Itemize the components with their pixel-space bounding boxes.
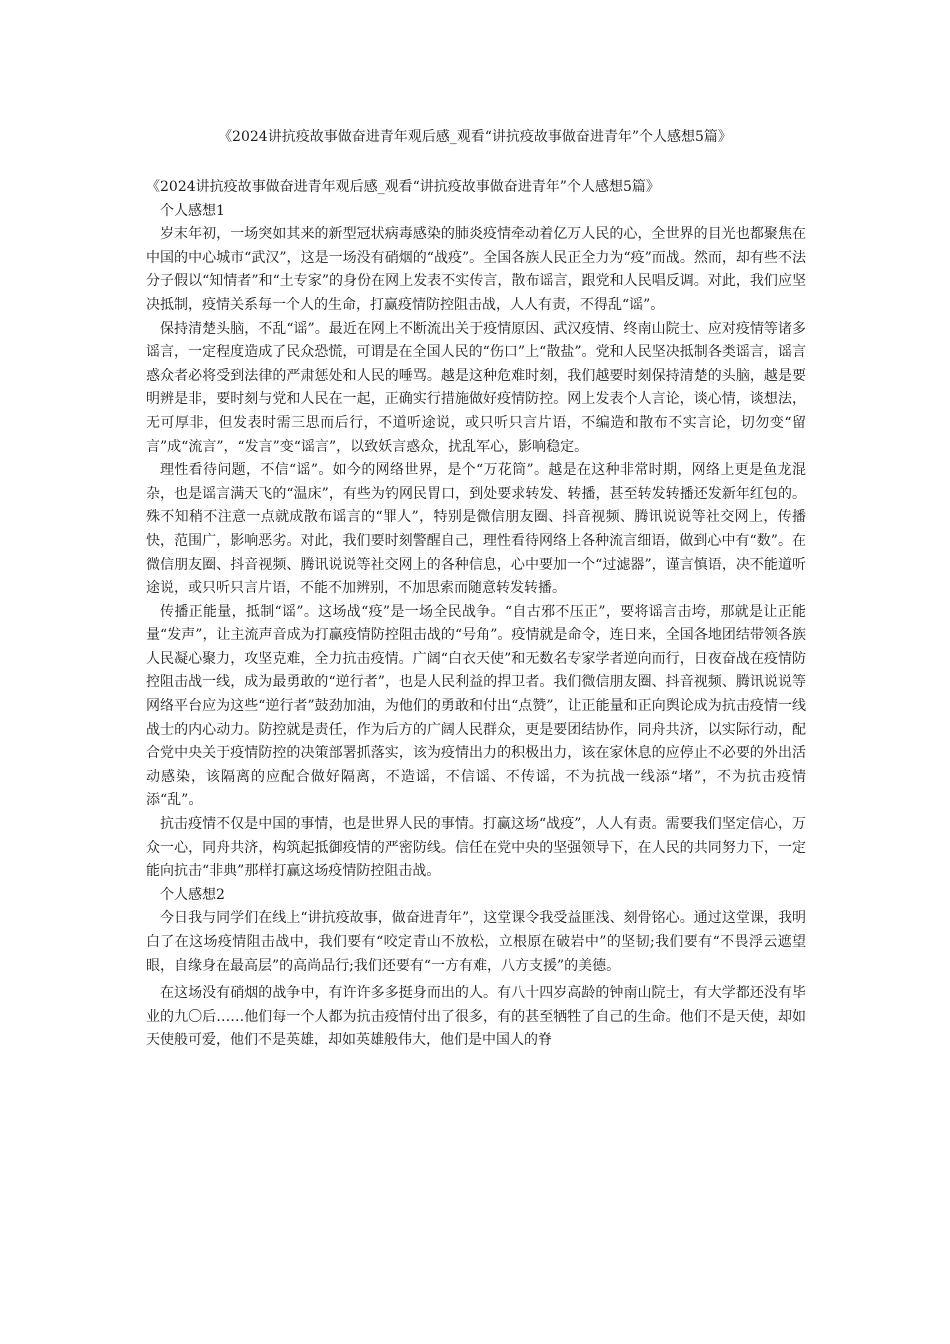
paragraph: 今日我与同学们在线上“讲抗疫故事，做奋进青年”，这堂课令我受益匪浅、刻骨铭心。通过这堂课，我明白了在这场疫情阻击战中，我们要有“咬定青山不放松，立根原在破岩中”的坚韧;我们要有“不畏浮云遮望眼，自缘身在最高层”的高尚品行;我们还要有“一方有难，八方支援”的美德。 [146, 910, 806, 974]
paragraph: 在这场没有硝烟的战争中，有许许多多挺身而出的人。有八十四岁高龄的钟南山院士，有大学都还没有毕业的九〇后……他们每一个人都为抗击疫情付出了很多，有的甚至牺牲了自己的生命。他们不是天使，却如天使般可爱，他们不是英雄，却如英雄般伟大，他们是中国人的脊 [146, 985, 806, 1049]
paragraph: 岁末年初，一场突如其来的新型冠状病毒感染的肺炎疫情牵动着亿万人民的心，全世界的目光也都聚焦在中国的中心城市“武汉”，这是一场没有硝烟的“战疫”。全国各族人民正全力为“疫”而战。然而，却有些不法分子假以“知情者”和“土专家”的身份在网上发表不实传言，散布谣言，跟党和人民唱反调。对此，我们应坚决抵制，疫情关系每一个人的生命，打赢疫情防控阻击战，人人有责，不得乱“谣”。 [146, 226, 806, 313]
body-title: 《2024讲抗疫故事做奋进青年观后感_观看“讲抗疫故事做奋进青年”个人感想5篇》 [146, 179, 660, 195]
section-heading: 个人感想1 [160, 202, 225, 219]
section-heading: 个人感想2 [160, 886, 225, 903]
document-title: 《2024讲抗疫故事做奋进青年观后感_观看“讲抗疫故事做奋进青年”个人感想5篇》 [218, 129, 732, 145]
paragraph: 传播正能量，抵制“谣”。这场战“疫”是一场全民战争。“自古邪不压正”，要将谣言击垮，那就是让正能量“发声”，让主流声音成为打赢疫情防控阻击战的“号角”。疫情就是命令，连日来，全国各地团结带领各族人民凝心聚力，攻坚克难，全力抗击疫情。广阔“白衣天使”和无数名专家学者逆向而行，日夜奋战在疫情防控阻击战一线，成为最勇敢的“逆行者”，也是人民利益的捍卫者。我们微信朋友圈、抖音视频、腾讯说说等网络平台应为这些“逆行者”鼓劲加油，为他们的勇敢和付出“点赞”，让正能量和正向舆论成为抗击疫情一线战士的内心动力。防控就是责任，作为后方的广阔人民群众，更是要团结协作，同舟共济，以实际行动，配合党中央关于疫情防控的决策部署抓落实，该为疫情出力的积极出力，该在家休息的应停止不必要的外出活动感染，该隔离的应配合做好隔离，不造谣，不信谣、不传谣，不为抗战一线添“堵”，不为抗击疫情添“乱”。 [146, 603, 806, 809]
paragraph: 保持清楚头脑，不乱“谣”。最近在网上不断流出关于疫情原因、武汉疫情、终南山院士、应对疫情等诸多谣言，一定程度造成了民众恐慌，可谓是在全国人民的“伤口”上“散盐”。党和人民坚决抵制各类谣言，谣言惑众者必将受到法律的严肃惩处和人民的唾骂。越是这种危难时刻，我们越要时刻保持清楚的头脑，越是要明辨是非，要时刻与党和人民在一起，正确实行措施做好疫情防控。网上发表个人言论，谈心情，谈想法，无可厚非，但发表时需三思而后行，不道听途说，或只听只言片语，不编造和散布不实言论，切勿变“留言”成“流言”，“发言”变“谣言”，以致妖言惑众，扰乱军心，影响稳定。 [146, 320, 806, 455]
paragraph: 理性看待问题，不信“谣”。如今的网络世界，是个“万花筒”。越是在这种非常时期，网络上更是鱼龙混杂，也是谣言满天飞的“温床”，有些为钓网民胃口，到处要求转发、转播，甚至转发转播还发新年红包的。殊不知稍不注意一点就成散布谣言的“罪人”，特别是微信朋友圈、抖音视频、腾讯说说等社交网上，传播快，范围广，影响恶劣。对此，我们要时刻警醒自己，理性看待网络上各种流言细语，做到心中有“数”。在微信朋友圈、抖音视频、腾讯说说等社交网上的各种信息，心中要加一个“过滤器”，谨言慎语，决不能道听途说，或只听只言片语，不能不加辨别，不加思索而随意转发转播。 [146, 462, 806, 597]
paragraph: 抗击疫情不仅是中国的事情，也是世界人民的事情。打赢这场“战疫”，人人有责。需要我们坚定信心，万众一心，同舟共济，构筑起抵御疫情的严密防线。信任在党中央的坚强领导下，在人民的共同努力下，一定能向抗击“非典”那样打赢这场疫情防控阻击战。 [146, 816, 806, 880]
document-body [146, 176, 806, 1053]
